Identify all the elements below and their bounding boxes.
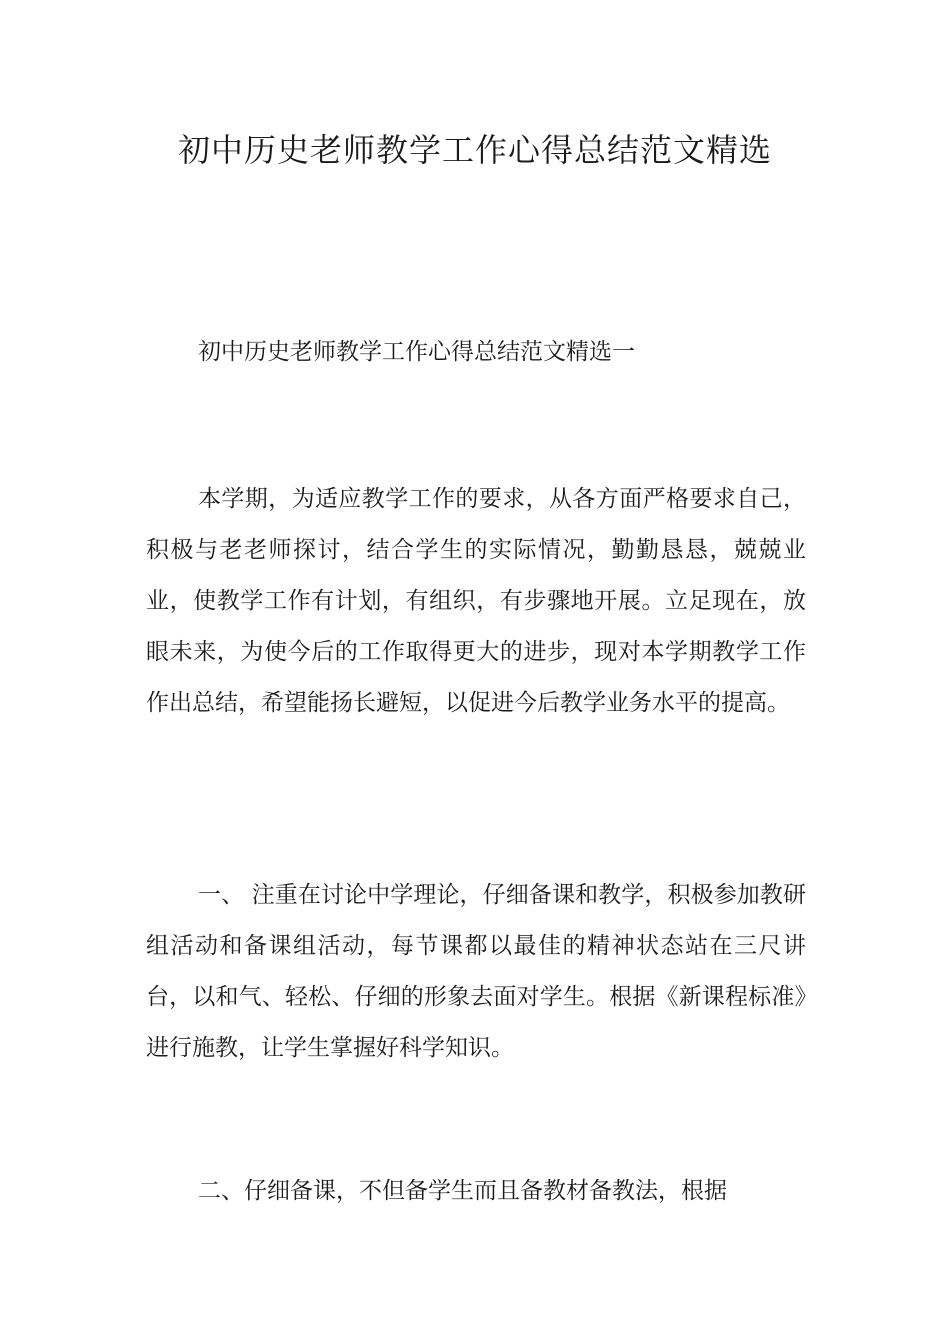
- paragraph-point-one: 一、 注重在讨论中学理论，仔细备课和教学，积极参加教研组活动和备课组活动，每节课都以最佳的精神状态站在三尺讲台，以和气、轻松、仔细的形象去面对学生。根据《新课程标准》进行施教，让学生掌握好科学知识。: [146, 882, 806, 1061]
- section-heading: 初中历史老师教学工作心得总结范文精选一: [198, 339, 635, 365]
- paragraph-intro: 本学期，为适应教学工作的要求，从各方面严格要求自己， 积极与老老师探讨，结合学生的实际情况，勤勤恳恳，兢兢业业，使教学工作有计划，有组织，有步骤地开展。立足现在，放眼未来，为使今后的工作取得更大的进步，现对本学期教学工作作出总结，希望能扬长避短，以促进今后教学业务水平的提高。: [146, 486, 806, 716]
- document-title: 初中历史老师教学工作心得总结范文精选: [177, 131, 772, 169]
- paragraph-point-two: 二、仔细备课，不但备学生而且备教材备教法，根据: [198, 1178, 727, 1204]
